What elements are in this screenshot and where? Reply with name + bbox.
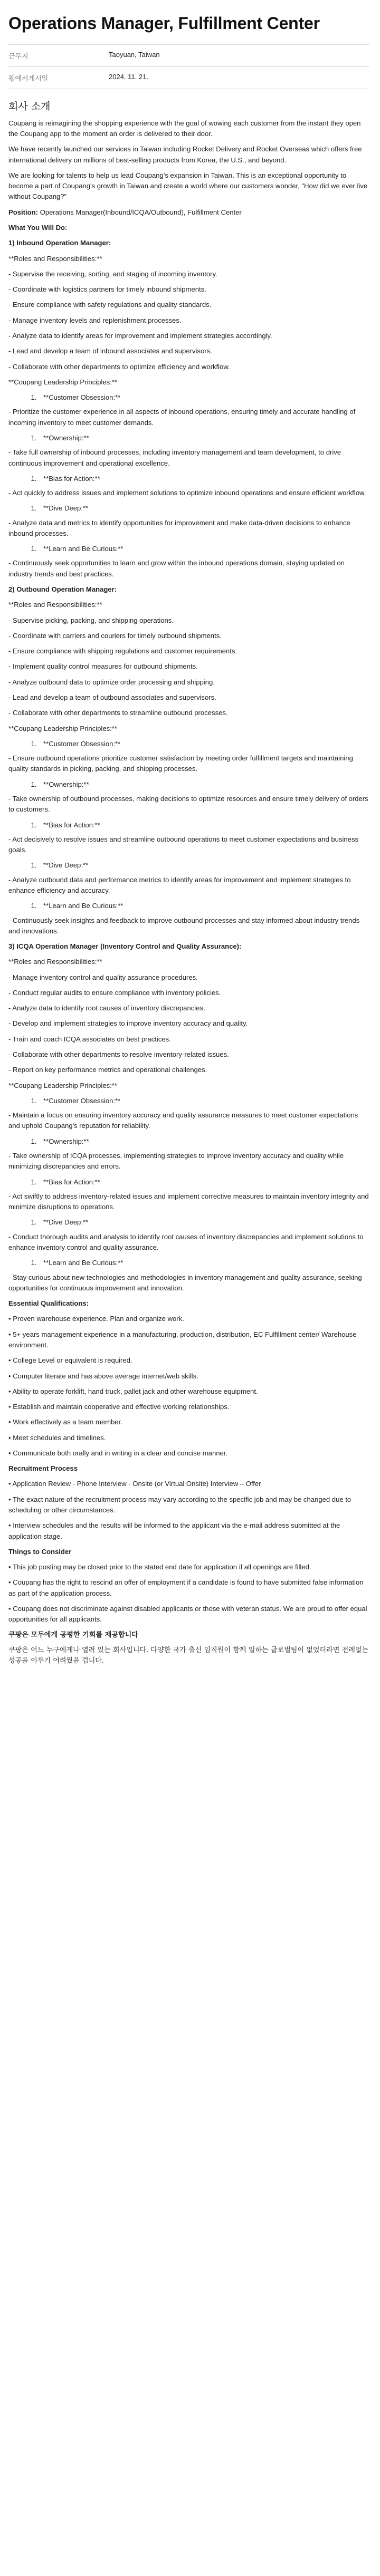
paragraph-text: - Lead and develop a team of inbound associates and supervisors. — [8, 347, 212, 355]
paragraph — [8, 558, 369, 580]
paragraph-text: - Coordinate with carriers and couriers for timely outbound shipments. — [8, 631, 222, 640]
paragraph-text: - Ensure outbound operations prioritize customer satisfaction by meeting order fulfillment targets and maintaining quality standards in picking, packing, and shipping processes. — [8, 754, 353, 773]
paragraph-text: - Analyze outbound data and performance metrics to identify areas for improvement and implement strategies to enhance efficiency and accuracy. — [8, 875, 351, 894]
list-item: 1. **Customer Obsession:** — [39, 392, 369, 403]
paragraph-text: - Conduct regular audits to ensure compliance with inventory policies. — [8, 988, 221, 997]
paragraph-text: - Act swiftly to address inventory-related issues and implement corrective measures to maintain inventory integrity and minimize disruptions to operations. — [8, 1192, 369, 1211]
numbered-list — [8, 1258, 369, 1268]
paragraph-text: - Ensure compliance with shipping regulations and customer requirements. — [8, 647, 238, 655]
paragraph — [8, 1448, 369, 1459]
paragraph-text: • 5+ years management experience in a manufacturing, production, distribution, EC Fulfillment center/ Warehouse environment. — [8, 1330, 357, 1349]
paragraph-text: - Act decisively to resolve issues and streamline outbound operations to meet customer expectations and business goals. — [8, 835, 359, 854]
list-item: 1. **Learn and Be Curious:** — [39, 1258, 369, 1268]
meta-value: Taoyuan, Taiwan — [109, 50, 160, 59]
paragraph-text: • Ability to operate forklift, hand truck, pallet jack and other warehouse equipment. — [8, 1387, 258, 1395]
numbered-list — [8, 503, 369, 514]
paragraph — [8, 144, 369, 166]
list-item: 1. **Dive Deep:** — [39, 1217, 369, 1228]
numbered-list — [8, 860, 369, 871]
numbered-list — [8, 474, 369, 484]
bold-label: Essential Qualifications: — [8, 1299, 89, 1308]
list-item: 1. **Bias for Action:** — [39, 1177, 369, 1188]
paragraph-text: - Continuously seek opportunities to learn and grow within the inbound operations domain, staying updated on industry trends and best practices. — [8, 559, 345, 578]
paragraph — [8, 1272, 369, 1294]
paragraph — [8, 1494, 369, 1516]
paragraph-text: • College Level or equivalent is required. — [8, 1356, 132, 1365]
paragraph — [8, 1110, 369, 1132]
list-item: 1. **Learn and Be Curious:** — [39, 901, 369, 911]
numbered-list — [8, 1177, 369, 1188]
paragraph — [8, 1386, 369, 1397]
paragraph-text: **Coupang Leadership Principles:** — [8, 724, 117, 732]
paragraph — [8, 1065, 369, 1075]
list-item: 1. **Bias for Action:** — [39, 820, 369, 831]
paragraph-text: • Meet schedules and timelines. — [8, 1433, 106, 1442]
paragraph — [8, 915, 369, 937]
paragraph-text: - Analyze data to identify areas for improvement and implement strategies accordingly. — [8, 331, 272, 340]
list-item: 1. **Dive Deep:** — [39, 860, 369, 871]
meta-row-posted-date — [8, 66, 369, 89]
paragraph-text: • The exact nature of the recruitment process may vary according to the specific job and may be changed due to scheduling or other circumstances. — [8, 1495, 352, 1514]
numbered-list — [8, 1136, 369, 1147]
paragraph — [8, 284, 369, 295]
paragraph-text: • Coupang does not discriminate against disabled applicants or those with veteran status. We are proud to offer equal opportunities for all applicants. — [8, 1605, 367, 1624]
paragraph — [8, 1645, 369, 1667]
paragraph-text: - Manage inventory control and quality assurance procedures. — [8, 973, 198, 981]
paragraph-text: - Ensure compliance with safety regulations and quality standards. — [8, 301, 212, 309]
paragraph — [8, 407, 369, 428]
paragraph-text: - Supervise the receiving, sorting, and staging of incoming inventory. — [8, 269, 217, 278]
paragraph-text: - Collaborate with other departments to resolve inventory-related issues. — [8, 1050, 229, 1059]
paragraph-text: • This job posting may be closed prior to the stated end date for application if all openings are filled. — [8, 1563, 311, 1571]
paragraph — [8, 488, 369, 498]
paragraph — [8, 170, 369, 202]
paragraph-text: - Coordinate with logistics partners for timely inbound shipments. — [8, 285, 206, 294]
meta-row-location — [8, 44, 369, 66]
paragraph — [8, 1314, 369, 1324]
paragraph — [8, 1417, 369, 1427]
paragraph-text: • Computer literate and has above average internet/web skills. — [8, 1372, 198, 1380]
paragraph — [8, 1003, 369, 1014]
paragraph — [8, 677, 369, 688]
paragraph — [8, 794, 369, 815]
paragraph-text: - Conduct thorough audits and analysis to identify root causes of inventory discrepancies and implement solutions to enhance inventory control and quality assurance. — [8, 1232, 364, 1251]
paragraph-text: Operations Manager(Inbound/ICQA/Outbound), Fulfillment Center — [38, 208, 242, 216]
paragraph — [8, 331, 369, 341]
paragraph — [8, 723, 369, 734]
paragraph-text: - Stay curious about new technologies and methodologies in inventory management and quality assurance, seeking opportunities for continuous improvement and innovation. — [8, 1273, 362, 1292]
paragraph-text: 쿠팡은 어느 누구에게나 열려 있는 회사입니다. 다양한 국가 출신 임직원이 함께 일하는 글로벌팀이 없었더라면 전례없는 성공을 이루기 어려웠을 겁니다. — [8, 1646, 369, 1665]
paragraph — [8, 957, 369, 967]
paragraph — [8, 269, 369, 279]
subheading-paragraph — [8, 941, 369, 952]
paragraph — [8, 1355, 369, 1366]
paragraph — [8, 1520, 369, 1542]
paragraph-text: - Supervise picking, packing, and shipping operations. — [8, 616, 174, 624]
numbered-list — [8, 1096, 369, 1106]
subheading-paragraph — [8, 1630, 369, 1641]
paragraph — [8, 692, 369, 703]
paragraph — [8, 1604, 369, 1625]
paragraph — [8, 254, 369, 264]
paragraph-text: We have recently launched our services in Taiwan including Rocket Delivery and Rocket Overseas which offers free international delivery on millions of best-selling products from Korea, the U.S., and beyond. — [8, 145, 362, 164]
bold-label: Things to Consider — [8, 1547, 72, 1556]
list-item: 1. **Ownership:** — [39, 779, 369, 790]
paragraph — [8, 1479, 369, 1489]
paragraph-text: - Collaborate with other departments to optimize efficiency and workflow. — [8, 362, 230, 371]
numbered-list — [8, 820, 369, 831]
paragraph — [8, 1232, 369, 1253]
paragraph — [8, 753, 369, 775]
paragraph-text: Coupang is reimagining the shopping experience with the goal of wowing each customer from the instant they open the Coupang app to the moment an order is delivered to their door. — [8, 119, 361, 138]
paragraph — [8, 1080, 369, 1091]
numbered-list — [8, 433, 369, 443]
paragraph — [8, 447, 369, 469]
paragraph — [8, 1151, 369, 1172]
subheading-paragraph — [8, 1547, 369, 1557]
list-item: 1. **Bias for Action:** — [39, 474, 369, 484]
paragraph-text: - Take ownership of ICQA processes, implementing strategies to improve inventory accuracy and quality while minimizing discrepancies and errors. — [8, 1152, 344, 1171]
bold-label: Position: — [8, 208, 39, 216]
paragraph-text: - Prioritize the customer experience in all aspects of inbound operations, ensuring timely and accurate handling of incoming inventory to meet customer demands. — [8, 408, 356, 427]
paragraph — [8, 1191, 369, 1213]
paragraph-text: - Analyze outbound data to optimize order processing and shipping. — [8, 678, 215, 686]
paragraph-text: - Analyze data to identify root causes of inventory discrepancies. — [8, 1004, 205, 1012]
paragraph — [8, 118, 369, 140]
paragraph — [8, 988, 369, 998]
paragraph-text: - Analyze data and metrics to identify opportunities for improvement and make data-driven decisions to enhance inbound processes. — [8, 518, 350, 537]
subheading-paragraph — [8, 223, 369, 233]
list-item: 1. **Learn and Be Curious:** — [39, 544, 369, 554]
paragraph — [8, 615, 369, 626]
numbered-list — [8, 739, 369, 749]
paragraph — [8, 1329, 369, 1351]
numbered-list — [8, 901, 369, 911]
paragraph — [8, 1018, 369, 1029]
paragraph-text: **Roles and Responsibilities:** — [8, 958, 102, 966]
paragraph-text: - Train and coach ICQA associates on best practices. — [8, 1035, 171, 1043]
section-heading-company-intro: 회사 소개 — [8, 100, 51, 112]
paragraph-text: • Coupang has the right to rescind an offer of employment if a candidate is found to have submitted false information as part of the application process. — [8, 1578, 364, 1597]
numbered-list — [8, 544, 369, 554]
subheading-paragraph — [8, 584, 369, 595]
paragraph-text: - Collaborate with other departments to streamline outbound processes. — [8, 709, 228, 717]
paragraph-text: - Take ownership of outbound processes, making decisions to optimize resources and ensure timely delivery of orders to customers. — [8, 794, 368, 814]
page-title: Operations Manager, Fulfillment Center — [8, 14, 320, 33]
paragraph-text: - Report on key performance metrics and operational challenges. — [8, 1066, 207, 1074]
bold-label: 2) Outbound Operation Manager: — [8, 585, 117, 594]
subheading-paragraph — [8, 238, 369, 248]
subheading-paragraph — [8, 207, 369, 218]
paragraph-text: - Lead and develop a team of outbound associates and supervisors. — [8, 693, 216, 701]
paragraph-text: • Proven warehouse experience. Plan and organize work. — [8, 1315, 184, 1323]
paragraph-text: - Take full ownership of inbound processes, including inventory management and team development, to drive continuous improvement and operational excellence. — [8, 448, 341, 467]
paragraph — [8, 346, 369, 356]
paragraph-text: **Roles and Responsibilities:** — [8, 601, 102, 609]
paragraph — [8, 362, 369, 372]
job-description-body — [8, 118, 369, 1667]
paragraph-text: • Work effectively as a team member. — [8, 1418, 122, 1426]
paragraph — [8, 1577, 369, 1599]
subheading-paragraph — [8, 1463, 369, 1474]
paragraph — [8, 646, 369, 657]
bold-label: Recruitment Process — [8, 1464, 78, 1473]
bold-label: 3) ICQA Operation Manager (Inventory Control and Quality Assurance): — [8, 942, 242, 951]
paragraph-text: **Coupang Leadership Principles:** — [8, 1081, 117, 1089]
meta-value: 2024. 11. 21. — [109, 72, 148, 81]
paragraph-text: - Continuously seek insights and feedback to improve outbound processes and stay informed about industry trends and innovations. — [8, 916, 360, 935]
paragraph-text: • Communicate both orally and in writing in a clear and concise manner. — [8, 1449, 228, 1457]
paragraph — [8, 1049, 369, 1060]
paragraph-text: - Develop and implement strategies to improve inventory accuracy and quality. — [8, 1019, 248, 1028]
paragraph-text: We are looking for talents to help us lead Coupang's expansion in Taiwan. This is an exceptional opportunity to become a part of Coupang's growth in Taiwan and create a world where our customers wonder, "How did we ever live without Coupang?" — [8, 171, 368, 201]
paragraph-text: • Application Review - Phone Interview - Onsite (or Virtual Onsite) Interview – Offer — [8, 1480, 261, 1488]
paragraph-text: - Manage inventory levels and replenishment processes. — [8, 316, 182, 324]
paragraph — [8, 1371, 369, 1382]
paragraph — [8, 1034, 369, 1045]
paragraph — [8, 600, 369, 610]
paragraph — [8, 631, 369, 641]
paragraph-text: - Act quickly to address issues and implement solutions to optimize inbound operations and ensure efficient workflow. — [8, 489, 366, 497]
list-item: 1. **Dive Deep:** — [39, 503, 369, 514]
paragraph — [8, 972, 369, 983]
paragraph-text: - Implement quality control measures for outbound shipments. — [8, 662, 198, 671]
meta-label: 웹에서게시일 — [8, 74, 49, 82]
paragraph — [8, 875, 369, 896]
bold-label: 1) Inbound Operation Manager: — [8, 239, 111, 247]
list-item: 1. **Customer Obsession:** — [39, 1096, 369, 1106]
paragraph — [8, 377, 369, 388]
paragraph — [8, 1562, 369, 1572]
list-item: 1. **Ownership:** — [39, 1136, 369, 1147]
paragraph — [8, 834, 369, 856]
paragraph — [8, 708, 369, 718]
bold-label: What You Will Do: — [8, 224, 68, 231]
numbered-list — [8, 392, 369, 403]
list-item: 1. **Ownership:** — [39, 433, 369, 443]
paragraph — [8, 661, 369, 672]
paragraph — [8, 300, 369, 310]
paragraph — [8, 518, 369, 539]
subheading-paragraph — [8, 1298, 369, 1309]
bold-label: 쿠팡은 모두에게 공평한 기회를 제공합니다 — [8, 1630, 138, 1639]
paragraph-text: **Roles and Responsibilities:** — [8, 254, 102, 263]
paragraph-text: • Interview schedules and the results will be informed to the applicant via the e-mail address submitted at the application stage. — [8, 1521, 340, 1540]
paragraph — [8, 315, 369, 326]
paragraph — [8, 1402, 369, 1412]
job-meta-table — [8, 44, 369, 89]
meta-label: 근무지 — [8, 52, 28, 60]
paragraph — [8, 1433, 369, 1443]
paragraph-text: - Maintain a focus on ensuring inventory accuracy and quality assurance measures to meet customer expectations and uphold Coupang's reputation for reliability. — [8, 1111, 358, 1130]
numbered-list — [8, 1217, 369, 1228]
paragraph-text: • Establish and maintain cooperative and effective working relationships. — [8, 1403, 230, 1411]
numbered-list — [8, 779, 369, 790]
paragraph-text: **Coupang Leadership Principles:** — [8, 378, 117, 386]
list-item: 1. **Customer Obsession:** — [39, 739, 369, 749]
